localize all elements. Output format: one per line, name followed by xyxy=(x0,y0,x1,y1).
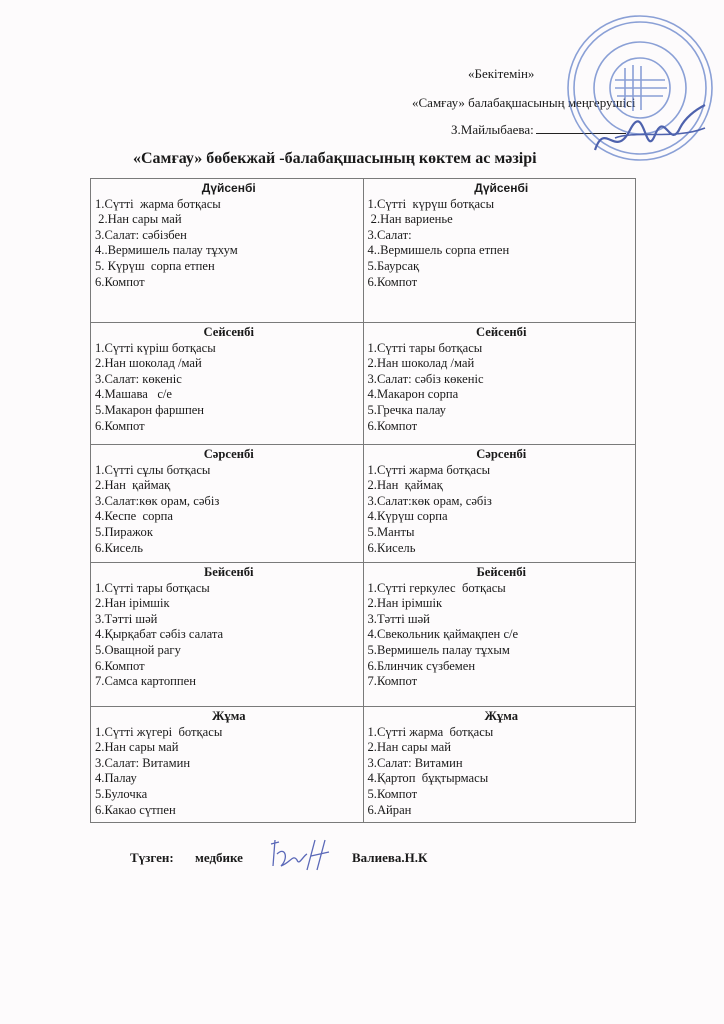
day-heading: Жұма xyxy=(484,709,519,723)
menu-item: 5.Оващной рагу xyxy=(95,642,181,657)
menu-item: 4.Макарон сорпа xyxy=(367,387,459,402)
menu-item: 2.Нан ірімшік xyxy=(95,596,170,611)
menu-item: 4.Кеспе сорпа xyxy=(95,509,173,524)
menu-item: 5.Гречка палау xyxy=(367,402,446,417)
menu-item: 1.Сүтті жүгері ботқасы xyxy=(95,724,223,739)
footer-name: Валиева.Н.К xyxy=(352,850,428,865)
day-heading: Сәрсенбі xyxy=(203,447,254,461)
menu-item: 5.Баурсақ xyxy=(367,258,420,273)
menu-item: 5.Вермишель палау тұхым xyxy=(367,642,510,657)
menu-item: 6.Кисель xyxy=(95,540,143,555)
menu-item: 3.Салат: Витамин xyxy=(367,755,463,770)
menu-item: 2.Нан сары май xyxy=(95,212,182,227)
director-signature-icon xyxy=(595,105,705,150)
menu-item: 2.Нан қаймақ xyxy=(95,478,171,493)
menu-item: 5.Пиражок xyxy=(95,524,153,539)
menu-item: 1.Сүтті тары ботқасы xyxy=(95,580,210,595)
menu-item: 3.Салат: көкеніс xyxy=(95,371,182,386)
menu-item: 3.Салат: Витамин xyxy=(95,755,191,770)
menu-row xyxy=(91,707,636,823)
approval-heading: «Бекітемін» xyxy=(468,66,535,81)
menu-item: 4..Вермишель сорпа етпен xyxy=(367,243,510,258)
day-heading: Жұма xyxy=(211,709,246,723)
menu-cell-right xyxy=(363,323,636,445)
day-heading: Сейсенбі xyxy=(203,325,254,339)
menu-item: 6.Блинчик сүзбемен xyxy=(367,658,476,673)
menu-item: 6.Компот xyxy=(367,418,418,433)
day-heading: Сейсенбі xyxy=(476,325,527,339)
menu-item: 1.Сүтті күрүш ботқасы xyxy=(367,196,495,211)
menu-item: 2.Нан ірімшік xyxy=(367,596,443,611)
menu-item: 1.Сүтті жарма ботқасы xyxy=(367,724,494,739)
menu-cell-left xyxy=(91,323,364,445)
menu-item: 6.Компот xyxy=(95,274,145,289)
menu-table xyxy=(90,178,636,823)
menu-item: 4.Қырқабат сәбіз салата xyxy=(95,627,224,642)
menu-item: 5. Күрүш сорпа етпен xyxy=(95,258,215,273)
menu-item: 7.Компот xyxy=(367,674,418,689)
menu-item: 6.Компот xyxy=(367,274,418,289)
footer-role: медбике xyxy=(195,850,243,865)
menu-item: 3.Салат: сәбіз көкеніс xyxy=(367,371,484,386)
menu-item: 1.Сүтті күріш ботқасы xyxy=(95,340,216,355)
menu-item: 3.Салат:көк орам, сәбіз xyxy=(95,493,220,508)
menu-item: 2.Нан қаймақ xyxy=(367,478,443,493)
menu-item: 1.Сүтті геркулес ботқасы xyxy=(367,580,506,595)
day-heading: Бейсенбі xyxy=(476,565,527,579)
menu-item: 2.Нан сары май xyxy=(367,740,451,755)
menu-item: 4.Палау xyxy=(95,771,137,786)
menu-cell-left xyxy=(91,179,364,323)
day-heading: Бейсенбі xyxy=(203,565,254,579)
menu-item: 1.Сүтті сұлы ботқасы xyxy=(95,462,211,477)
menu-cell-right xyxy=(363,445,636,563)
menu-cell-left xyxy=(91,563,364,707)
nurse-signature-icon xyxy=(267,836,331,876)
menu-cell-left xyxy=(91,445,364,563)
menu-item: 2.Нан вариенье xyxy=(367,212,453,227)
menu-item: 6.Компот xyxy=(95,418,145,433)
footer-label: Түзген: xyxy=(130,850,174,865)
menu-item: 3.Тәтті шәй xyxy=(95,611,158,626)
menu-row xyxy=(91,445,636,563)
menu-item: 1.Сүтті тары ботқасы xyxy=(367,340,483,355)
menu-item: 3.Салат: xyxy=(367,227,412,242)
menu-item: 5.Булочка xyxy=(95,786,148,801)
menu-item: 6.Кисель xyxy=(367,540,416,555)
menu-item: 5.Макарон фаршпен xyxy=(95,402,205,417)
menu-item: 4.Свекольник қаймақпен с/е xyxy=(367,627,519,642)
page-title: «Самғау» бөбекжай -балабақшасының көктем ас мәзірі xyxy=(133,150,537,167)
menu-item: 4..Вермишель палау тұхум xyxy=(95,243,238,258)
menu-item: 6.Какао сүтпен xyxy=(95,802,176,817)
menu-cell-right xyxy=(363,563,636,707)
day-heading: Сәрсенбі xyxy=(476,447,527,461)
approval-signatory-name: З.Майлыбаева: xyxy=(451,122,534,137)
menu-item: 6.Айран xyxy=(367,802,412,817)
menu-item: 4.Қартоп бұқтырмасы xyxy=(367,771,489,786)
day-heading: Дүйсенбі xyxy=(474,181,529,195)
menu-item: 4.Машава с/е xyxy=(95,387,173,402)
menu-item: 6.Компот xyxy=(95,658,145,673)
menu-item: 2.Нан шоколад /май xyxy=(95,356,202,371)
menu-cell-left xyxy=(91,707,364,823)
menu-item: 5.Компот xyxy=(367,786,418,801)
menu-item: 4.Күрүш сорпа xyxy=(367,509,448,524)
menu-row xyxy=(91,179,636,323)
menu-item: 5.Манты xyxy=(367,524,415,539)
menu-row xyxy=(91,323,636,445)
menu-item: 1.Сүтті жарма ботқасы xyxy=(367,462,491,477)
menu-item: 3.Салат: сәбізбен xyxy=(95,227,187,242)
menu-cell-right xyxy=(363,707,636,823)
menu-item: 1.Сүтті жарма ботқасы xyxy=(95,196,221,211)
menu-row xyxy=(91,563,636,707)
menu-item: 3.Тәтті шәй xyxy=(367,611,430,626)
menu-item: 7.Самса картоппен xyxy=(95,674,196,689)
menu-item: 3.Салат:көк орам, сәбіз xyxy=(367,493,492,508)
menu-cell-right xyxy=(363,179,636,323)
menu-item: 2.Нан сары май xyxy=(95,740,179,755)
official-stamp-icon xyxy=(545,10,715,165)
menu-item: 2.Нан шоколад /май xyxy=(367,356,475,371)
day-heading: Дүйсенбі xyxy=(201,181,256,195)
approval-position: «Самғау» балабақшасының меңгерушісі xyxy=(412,95,636,110)
